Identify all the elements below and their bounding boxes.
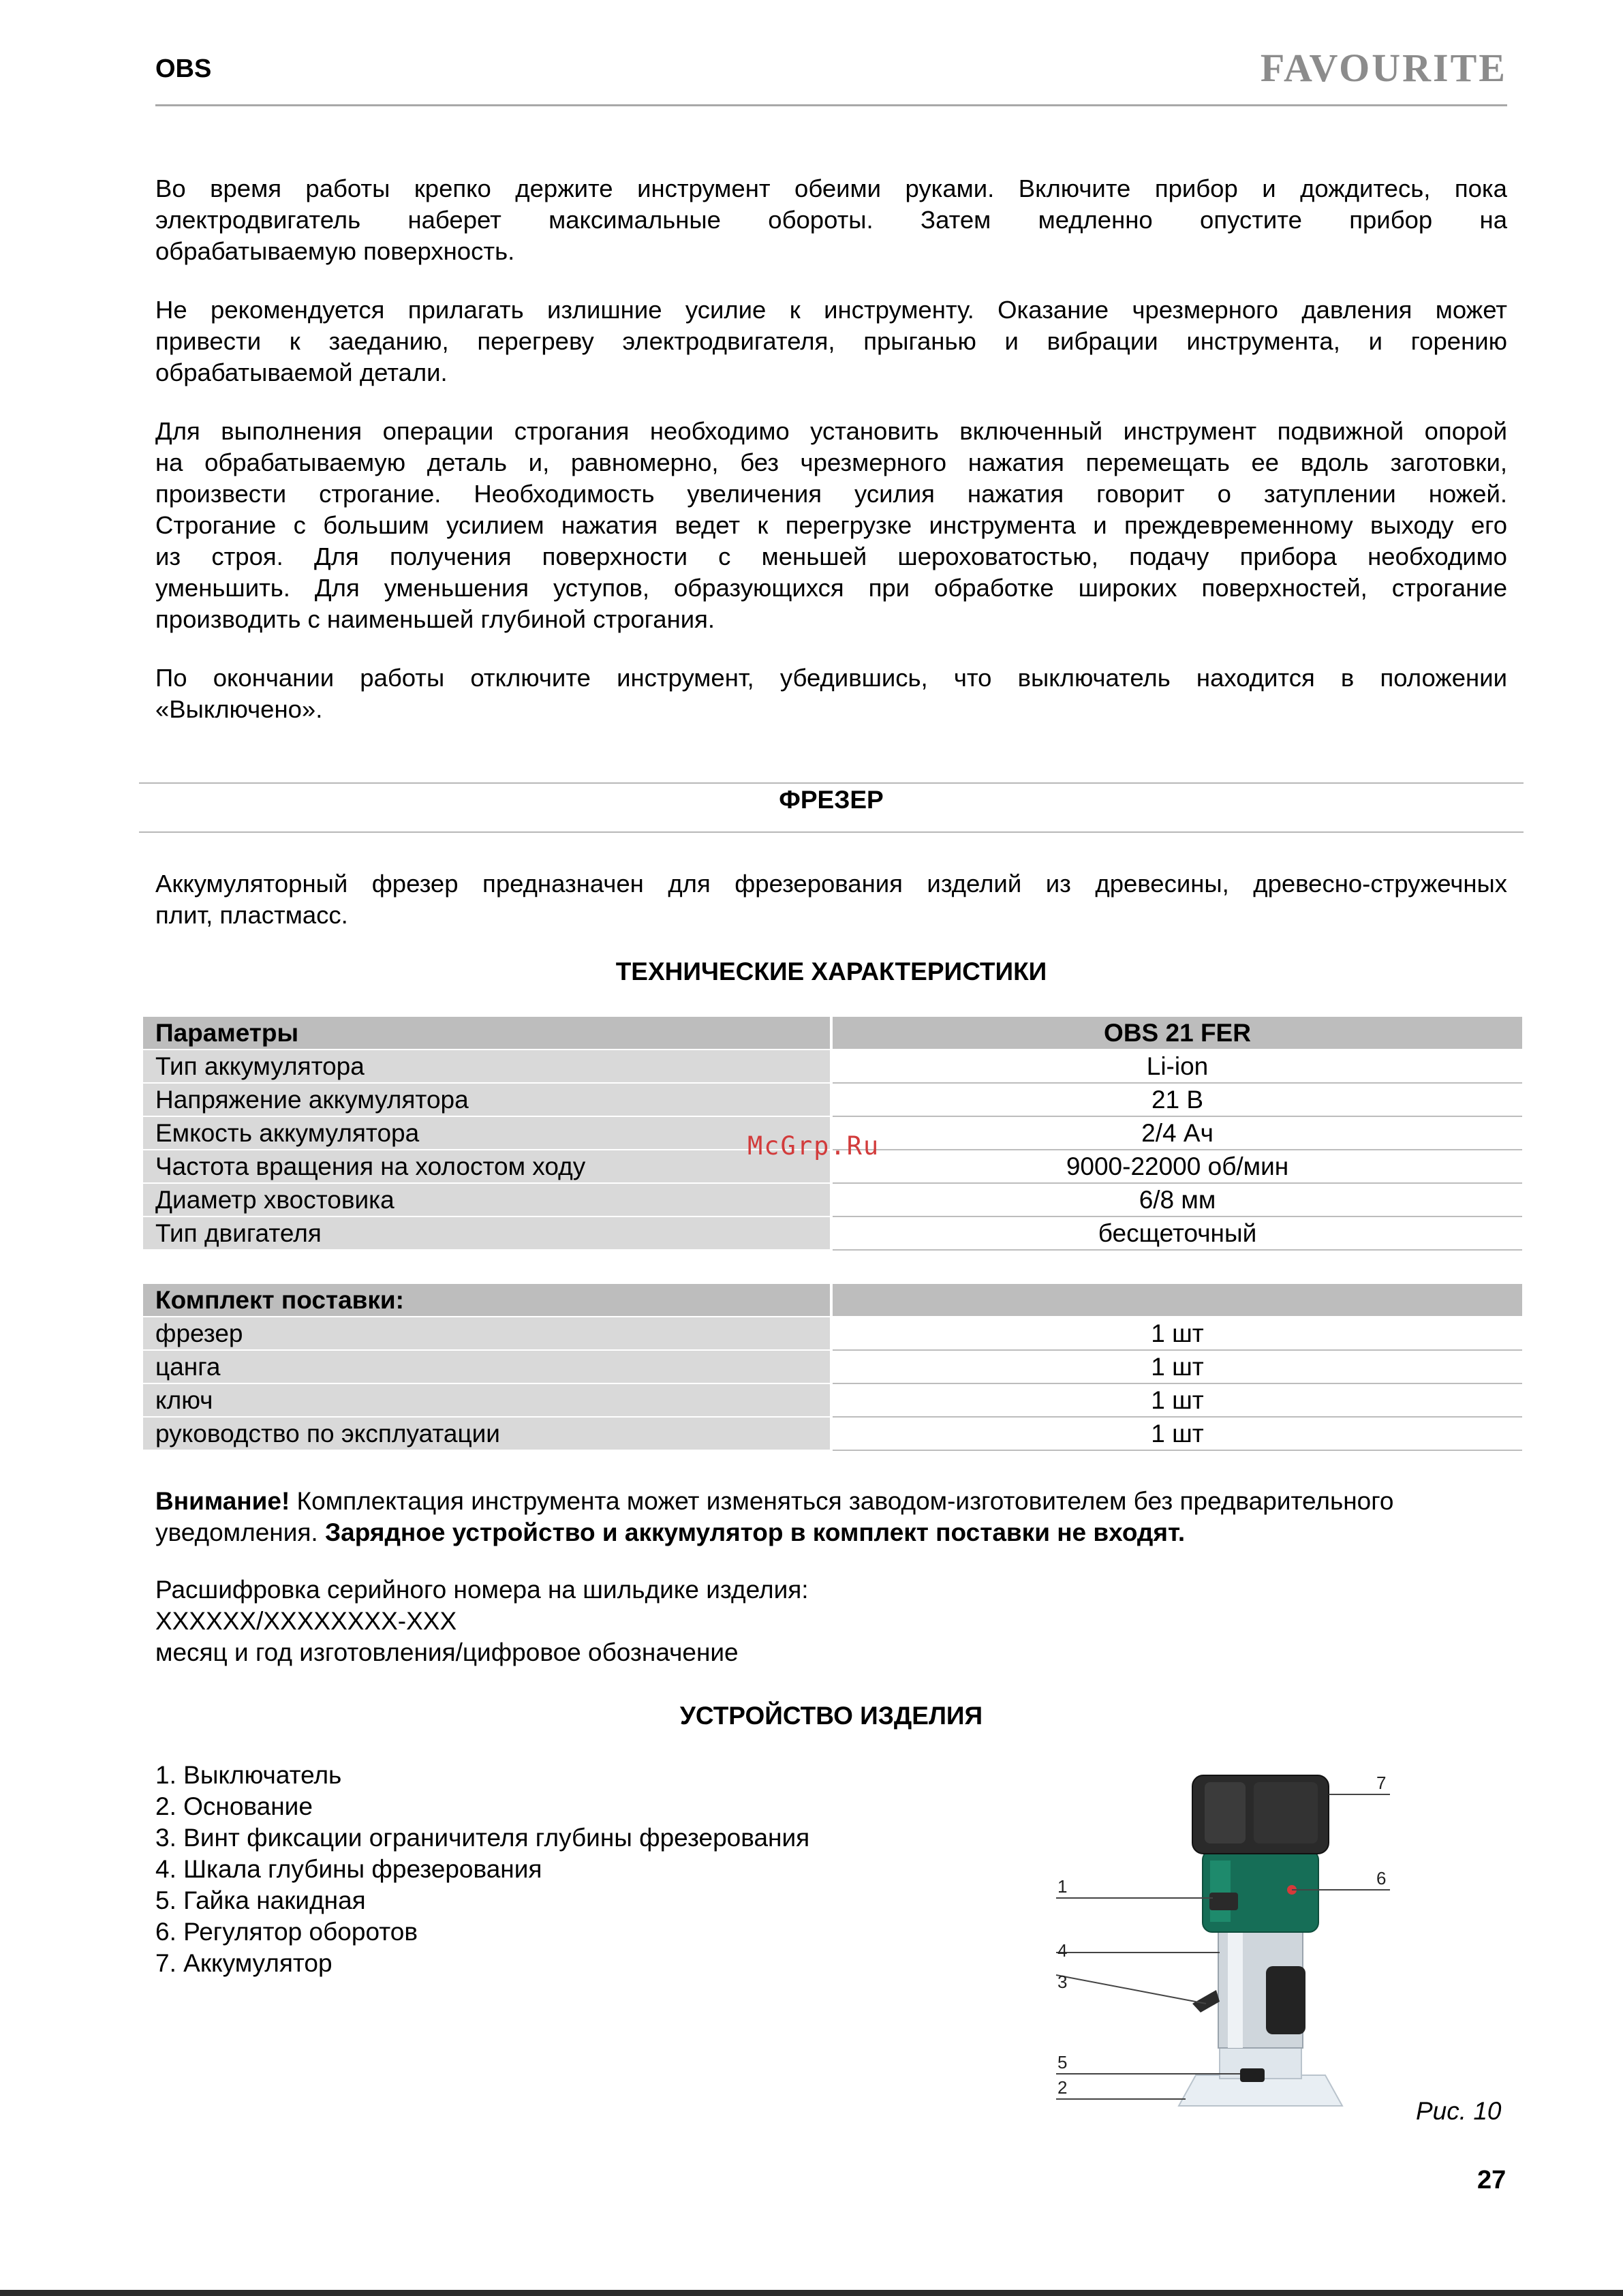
parts-list (155, 1760, 809, 1979)
table-header-row (143, 1017, 1522, 1050)
table-cell: 2/4 Ач (833, 1117, 1522, 1150)
paragraph-force-warning: Не рекомендуется прилагать излишние усилие к инструменту. Оказание чрезмерного давления может привести к заеданию, перегреву электродвигателя, прыганью и вибрации инструмента, и горению обрабатываемой детали. (155, 296, 1507, 386)
paragraph-planing: Для выполнения операции строгания необходимо установить включенный инструмент подвижной опорой на обрабатываемую деталь и, равномерно, без чрезмерного нажатия перемещать ее вдоль заготовки, произвести строгание. Необходимость увеличения усилия нажатия говорит о затуплении ножей. Строгание с большим усилием нажатия ведет к перегрузке инструмента и преждевременному выходу его из строя. Для получения поверхности с меньшей шероховатостью, подачу прибора необходимо уменьшить. Для уменьшения уступов, образующихся при обработке широких поверхностей, строгание производить с наименьшей глубиной строгания. (155, 417, 1507, 633)
table-row (143, 1184, 1522, 1217)
table-row (143, 1351, 1522, 1384)
table-row (143, 1384, 1522, 1418)
table-cell: 21 В (833, 1084, 1522, 1117)
table-cell: 1 шт (833, 1351, 1522, 1384)
device-title: УСТРОЙСТВО ИЗДЕЛИЯ (679, 1702, 983, 1730)
table-row (143, 1050, 1522, 1084)
table-cell: 6/8 мм (833, 1184, 1522, 1217)
table-header-cell: Комплект поставки: (143, 1284, 830, 1317)
table-cell: Тип двигателя (143, 1217, 830, 1251)
list-item: 2. Основание (155, 1792, 313, 1820)
router-figure (1049, 1741, 1404, 2123)
serial-line-2: XXXXXX/XXXXXXXX-XXX (155, 1607, 457, 1635)
section-rule-top (139, 782, 1524, 784)
table-cell: Напряжение аккумулятора (143, 1084, 830, 1117)
notice-bold: Зарядное устройство и аккумулятор в комплект поставки не входят. (324, 1518, 1186, 1546)
table-header-cell: Параметры (143, 1017, 830, 1050)
list-item: 1. Выключатель (155, 1761, 342, 1789)
table-row (143, 1317, 1522, 1351)
table-cell: Частота вращения на холостом ходу (143, 1150, 830, 1184)
paragraph-finish: По окончании работы отключите инструмент, убедившись, что выключатель находится в положении «Выключено». (155, 664, 1507, 723)
brand-logo: FAVOURITE (1260, 46, 1507, 90)
section-title: ФРЕЗЕР (779, 786, 884, 814)
notice-text-2: уведомления. (155, 1518, 325, 1546)
page-bottom-edge (0, 2290, 1623, 2296)
notice-label: Внимание! (155, 1487, 290, 1515)
list-item: 3. Винт фиксации ограничителя глубины фрезерования (155, 1824, 810, 1852)
table-cell: 9000-22000 об/мин (833, 1150, 1522, 1184)
table-cell: 1 шт (833, 1418, 1522, 1451)
table-header-cell: OBS 21 FER (833, 1017, 1522, 1050)
list-item: 5. Гайка накидная (155, 1886, 366, 1914)
figure-label: 7 (1376, 1773, 1387, 1793)
table-row (143, 1217, 1522, 1251)
table-cell: цанга (143, 1351, 830, 1384)
table-cell: фрезер (143, 1317, 830, 1351)
serial-line-3: месяц и год изготовления/цифровое обозначение (155, 1638, 739, 1666)
table-cell: 1 шт (833, 1317, 1522, 1351)
list-item: 4. Шкала глубины фрезерования (155, 1855, 542, 1883)
table-cell: Li-ion (833, 1050, 1522, 1084)
table-header-row (143, 1284, 1522, 1317)
router-illustration (1049, 1741, 1404, 2123)
header-divider (155, 104, 1507, 106)
figure-label: 4 (1057, 1940, 1068, 1961)
table-cell: Диаметр хвостовика (143, 1184, 830, 1217)
list-item: 6. Регулятор оборотов (155, 1918, 418, 1946)
table-cell: руководство по эксплуатации (143, 1418, 830, 1451)
figure-label: 1 (1057, 1876, 1068, 1897)
section-rule-bottom (139, 831, 1524, 833)
figure-label: 6 (1376, 1868, 1387, 1888)
intro-paragraph: Аккумуляторный фрезер предназначен для фрезерования изделий из древесины, древесно-стружечных плит, пластмасс. (155, 870, 1507, 929)
figure-caption: Рис. 10 (1416, 2097, 1502, 2125)
kit-table (143, 1284, 1522, 1451)
watermark: McGrp.Ru (747, 1131, 880, 1161)
specs-title: ТЕХНИЧЕСКИЕ ХАРАКТЕРИСТИКИ (615, 958, 1047, 985)
table-row (143, 1084, 1522, 1117)
table-cell: 1 шт (833, 1384, 1522, 1418)
table-header-cell (833, 1284, 1522, 1317)
serial-info (155, 1574, 809, 1668)
table-cell: Емкость аккумулятора (143, 1117, 830, 1150)
table-cell: Тип аккумулятора (143, 1050, 830, 1084)
notice-text: Комплектация инструмента может изменяться заводом-изготовителем без предварительного (290, 1487, 1394, 1515)
table-cell: бесщеточный (833, 1217, 1522, 1251)
figure-label: 2 (1057, 2077, 1068, 2098)
figure-label: 3 (1057, 1972, 1068, 1992)
serial-line-1: Расшифровка серийного номера на шильдике изделия: (155, 1576, 809, 1604)
page-number: 27 (1477, 2166, 1506, 2194)
notice (155, 1486, 1394, 1548)
table-row (143, 1418, 1522, 1451)
table-cell: ключ (143, 1384, 830, 1418)
header-model: OBS (155, 55, 212, 83)
paragraph-operation: Во время работы крепко держите инструмент обеими руками. Включите прибор и дождитесь, пока электродвигатель наберет максимальные обороты. Затем медленно опустите прибор на обрабатываемую поверхность. (155, 174, 1507, 265)
list-item: 7. Аккумулятор (155, 1949, 333, 1977)
figure-label: 5 (1057, 2052, 1068, 2072)
